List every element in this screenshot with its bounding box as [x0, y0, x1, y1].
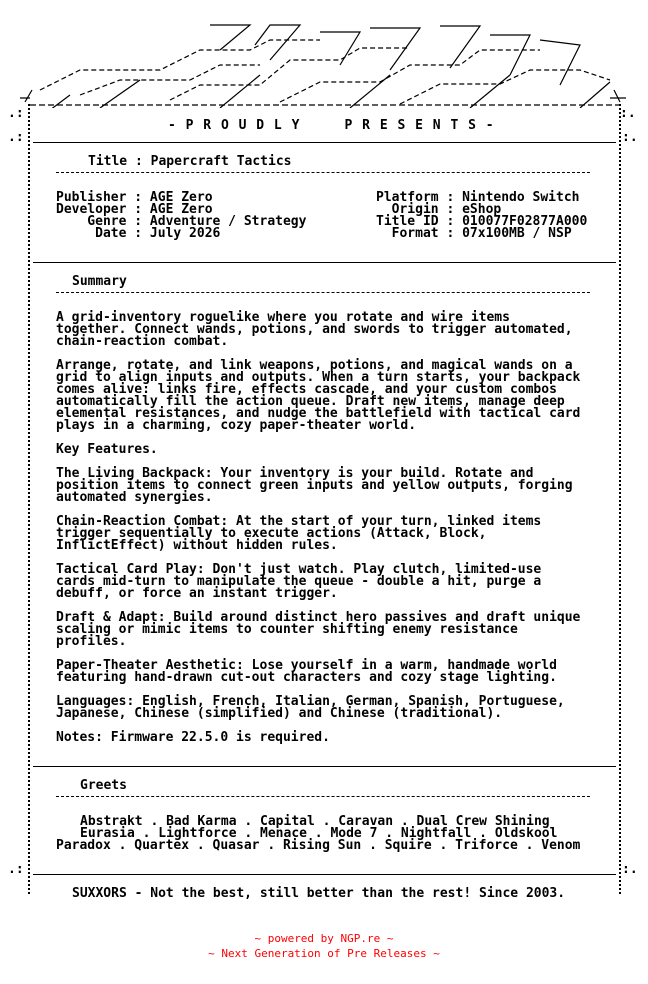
- frame-left-vert: [28, 104, 30, 894]
- frame-right-vert: [619, 104, 621, 894]
- summary-para-5: Tactical Card Play: Don't just watch. Play clutch, limited-use cards mid-turn to manipulate the queue - double a hit, purge a debuff, or force an instant trigger.: [56, 562, 542, 601]
- info-right-0: Platform : Nintendo Switch: [376, 190, 580, 205]
- info-left-2: Genre : Adventure / Strategy: [56, 214, 307, 229]
- greets-line-1: Eurasia . Lightforce . Menace . Mode 7 . Nightfall . Oldskool: [80, 826, 558, 841]
- frame-top-rule: [33, 142, 616, 143]
- greets-line-2: Paradox . Quartex . Quasar . Rising Sun . Squire . Triforce . Venom: [56, 838, 581, 853]
- title-dashed-rule: [56, 172, 590, 173]
- greets-dashed-rule: [56, 796, 590, 797]
- next-gen-tagline: ~ Next Generation of Pre Releases ~: [208, 947, 440, 960]
- tagline: SUXXORS - Not the best, still better than the rest! Since 2003.: [72, 886, 566, 901]
- left-border-dots: .:: [8, 106, 24, 121]
- summary-para-7: Paper-Theater Aesthetic: Lose yourself in a warm, handmade world featuring hand-drawn cut-out characters and cozy stage lighting.: [56, 658, 557, 685]
- summary-para-3: The Living Backpack: Your inventory is your build. Rotate and position items to connect green inputs and yellow outputs, forging automated synergies.: [56, 466, 573, 505]
- info-right-1: Origin : eShop: [376, 202, 502, 217]
- summary-para-6: Draft & Adapt: Build around distinct hero passives and draft unique scaling or mimic items to counter shifting enemy resistance profiles.: [56, 610, 581, 649]
- info-right-3: Format : 07x100MB / NSP: [376, 226, 572, 241]
- right-border-dots: :.: [620, 106, 636, 121]
- powered-by-link[interactable]: ~ powered by NGP.re ~: [254, 932, 394, 945]
- frame-top-right: :.: [622, 130, 638, 145]
- frame-bottom-left: .:: [8, 862, 24, 877]
- section-rule-3: [33, 874, 616, 875]
- presents-line: - P R O U D L Y P R E S E N T S -: [168, 118, 495, 133]
- summary-heading: Summary: [72, 274, 127, 289]
- info-right-2: Title ID : 010077F02877A000: [376, 214, 588, 229]
- greets-line-0: Abstrakt . Bad Karma . Capital . Caravan . Dual Crew Shining: [80, 814, 550, 829]
- info-left-0: Publisher : AGE Zero: [56, 190, 213, 205]
- frame-top: .:: [8, 130, 24, 145]
- summary-dashed-rule: [56, 292, 590, 293]
- frame-bottom-right: :.: [622, 862, 638, 877]
- summary-para-4: Chain-Reaction Combat: At the start of your turn, linked items trigger sequentially to execute actions (Attack, Block, InflictEffect) without hidden rules.: [56, 514, 542, 553]
- info-left-3: Date : July 2026: [56, 226, 221, 241]
- greets-heading: Greets: [80, 778, 127, 793]
- section-rule-2: [33, 766, 616, 767]
- section-rule-1: [33, 262, 616, 263]
- summary-para-9: Notes: Firmware 22.5.0 is required.: [56, 730, 330, 745]
- summary-para-0: A grid-inventory roguelike where you rotate and wire items together. Connect wands, potions, and swords to trigger automated, chain-reaction combat.: [56, 310, 573, 349]
- summary-para-1: Arrange, rotate, and link weapons, potions, and magical wands on a grid to align inputs and outputs. When a turn starts, your backpack comes alive: links fire, effects cascade, and your custom combos automatically fill the action queue. Draft new items, manage deep elemental resistances, and nudge the battlefield with tactical card plays in a charming, cozy paper-theater world.: [56, 358, 581, 433]
- summary-para-8: Languages: English, French, Italian, German, Spanish, Portuguese, Japanese, Chinese (simplified) and Chinese (traditional).: [56, 694, 565, 721]
- summary-para-2: Key Features.: [56, 442, 158, 457]
- info-left-1: Developer : AGE Zero: [56, 202, 213, 217]
- title-label: Title : Papercraft Tactics: [88, 154, 292, 169]
